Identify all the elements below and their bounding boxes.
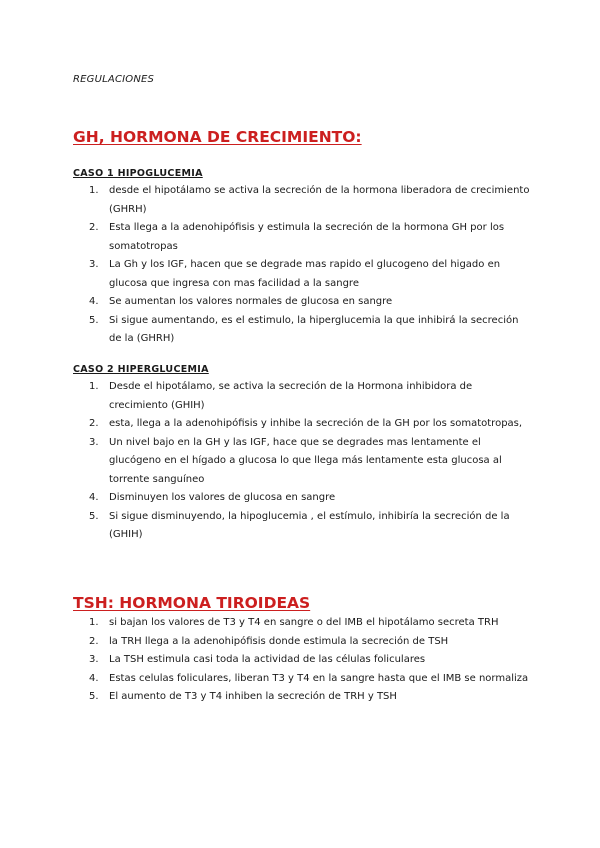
list-item: 3. La Gh y los IGF, hacen que se degrade mas rapido el glucogeno del higado en glucosa que ingresa con mas facilidad a la sangre <box>89 259 501 289</box>
list-item: 5. Si sigue aumentando, es el estimulo, la hiperglucemia la que inhibirá la secreción de la (GHRH) <box>89 314 519 344</box>
list-item: 4. Estas celulas foliculares, liberan T3 y T4 en la sangre hasta que el IMB se normaliza <box>89 672 529 684</box>
list-item: 3. Un nivel bajo en la GH y las IGF, hace que se degrades mas lentamente el glucógeno en el hígado a glucosa lo que llega más lentamente esta glucosa al torrente sanguíneo <box>89 436 502 485</box>
section-title-tsh: TSH: HORMONA TIROIDEAS <box>73 594 311 612</box>
list-item: 5. El aumento de T3 y T4 inhiben la secreción de TRH y TSH <box>89 691 397 702</box>
case-title-hiperglucemia: CASO 2 HIPERGLUCEMIA <box>73 364 209 375</box>
list-item: 5. Si sigue disminuyendo, la hipoglucemia , el estímulo, inhibiría la secreción de la (GHIH) <box>89 510 510 540</box>
tsh-list <box>73 614 533 707</box>
list-item: 1. si bajan los valores de T3 y T4 en sangre o del IMB el hipotálamo secreta TRH <box>89 617 499 628</box>
hiperglucemia-list <box>73 378 533 545</box>
hipoglucemia-list <box>73 182 533 349</box>
case-title-hipoglucemia: CASO 1 HIPOGLUCEMIA <box>73 168 203 179</box>
page-label: REGULACIONES <box>73 74 155 85</box>
list-item: 1. Desde el hipotálamo, se activa la secreción de la Hormona inhibidora de crecimiento (GHIH) <box>89 381 473 411</box>
list-item: 2. Esta llega a la adenohipófisis y estimula la secreción de la hormona GH por los somatotropas <box>89 222 505 252</box>
list-item: 4. Se aumentan los valores normales de glucosa en sangre <box>89 296 393 307</box>
section-title-gh: GH, HORMONA DE CRECIMIENTO: <box>73 128 362 146</box>
list-item: 2. la TRH llega a la adenohipófisis donde estimula la secreción de TSH <box>89 635 449 647</box>
list-item: 1. desde el hipotálamo se activa la secreción de la hormona liberadora de crecimiento (GHRH) <box>89 185 530 215</box>
list-item: 3. La TSH estimula casi toda la actividad de las células foliculares <box>89 654 426 665</box>
list-item: 4. Disminuyen los valores de glucosa en sangre <box>89 492 336 503</box>
list-item: 2. esta, llega a la adenohipófisis y inhibe la secreción de la GH por los somatotropas, <box>89 418 523 429</box>
